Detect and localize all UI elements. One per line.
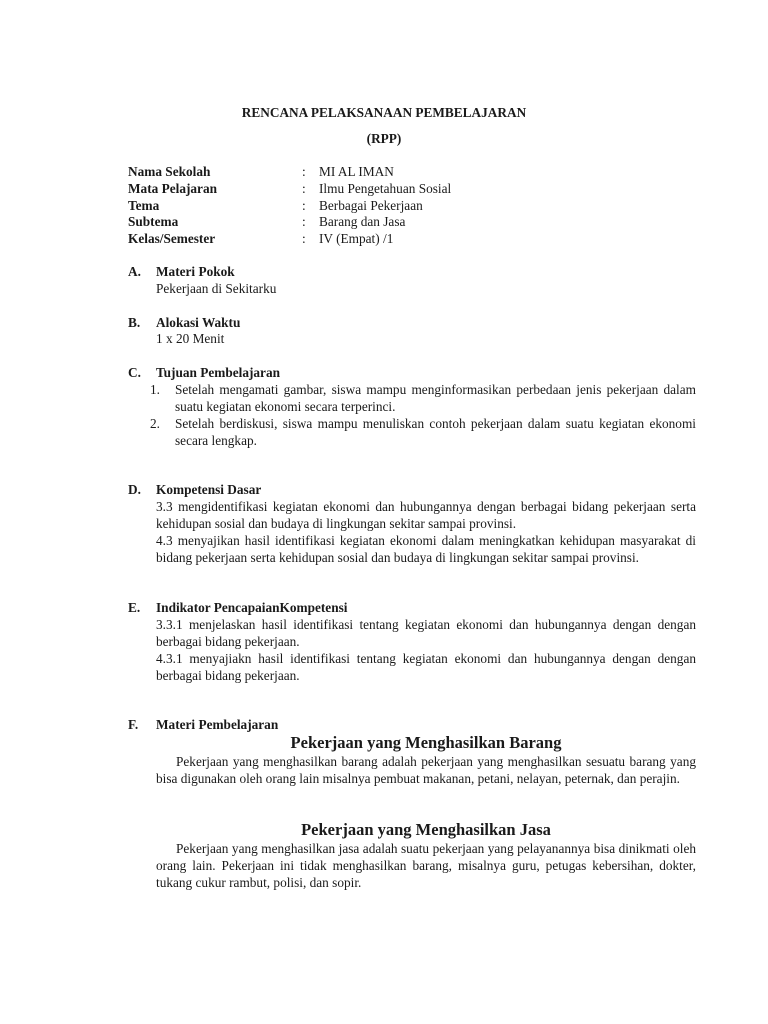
identity-row-theme — [128, 197, 708, 214]
section-d-heading: Kompetensi Dasar — [156, 482, 262, 497]
material-services-title: Pekerjaan yang Menghasilkan Jasa — [301, 820, 551, 839]
section-c-heading: Tujuan Pembelajaran — [156, 365, 280, 380]
basic-competence-3-3: 3.3 mengidentifikasi kegiatan ekonomi dan hubungannya dengan berbagai bidang pekerjaan serta kehidupan sosial dan budaya di lingkungan sekitar sampai provinsi. — [156, 499, 696, 531]
section-f-letter: F. — [128, 717, 139, 732]
objective-item-2 — [150, 415, 696, 449]
section-b-body: 1 x 20 Menit — [156, 331, 225, 346]
identity-value: MI AL IMAN — [319, 164, 394, 179]
document-subtitle: (RPP) — [366, 131, 402, 146]
objective-number: 1. — [150, 382, 160, 397]
identity-key: Tema — [128, 198, 160, 213]
identity-colon: : — [302, 181, 306, 196]
objective-text: Setelah berdiskusi, siswa mampu menuliskan contoh pekerjaan dalam suatu kegiatan ekonomi secara lengkap. — [175, 416, 696, 448]
objective-number: 2. — [150, 416, 160, 431]
material-goods-title: Pekerjaan yang Menghasilkan Barang — [290, 733, 562, 752]
identity-key: Nama Sekolah — [128, 164, 211, 179]
identity-value: IV (Empat) /1 — [319, 231, 394, 246]
section-b-heading: Alokasi Waktu — [156, 315, 241, 330]
identity-colon: : — [302, 231, 306, 246]
identity-key: Mata Pelajaran — [128, 181, 217, 196]
material-goods-paragraph: Pekerjaan yang menghasilkan barang adalah pekerjaan yang menghasilkan sesuatu barang yang bisa digunakan oleh orang lain misalnya pembuat makanan, petani, nelayan, peternak, dan perajin. — [156, 754, 696, 786]
identity-colon: : — [302, 214, 306, 229]
identity-colon: : — [302, 164, 306, 179]
material-services-paragraph: Pekerjaan yang menghasilkan jasa adalah suatu pekerjaan yang pelayanannya bisa dinikmati oleh orang lain. Pekerjaan ini tidak menghasilkan barang, misalnya guru, petugas kebersihan, dokter, tukang cukur rambut, polisi, dan sopir. — [156, 841, 696, 890]
basic-competence-4-3: 4.3 menyajikan hasil identifikasi kegiatan ekonomi dalam meningkatkan kehidupan masyarakat di bidang pekerjaan serta kehidupan sosial dan budaya di lingkungan sekitar sampai provinsi. — [156, 533, 696, 565]
objective-item-1 — [150, 381, 696, 415]
identity-value: Ilmu Pengetahuan Sosial — [319, 181, 452, 196]
identity-value: Barang dan Jasa — [319, 214, 406, 229]
section-e-heading: Indikator PencapaianKompetensi — [156, 600, 348, 615]
document-title: RENCANA PELAKSANAAN PEMBELAJARAN — [241, 105, 527, 120]
indicator-4-3-1: 4.3.1 menyajiakn hasil identifikasi tentang kegiatan ekonomi dan hubungannya dengan dengan berbagai bidang pekerjaan. — [156, 651, 696, 683]
section-a-body: Pekerjaan di Sekitarku — [156, 281, 277, 296]
section-c-letter: C. — [128, 365, 141, 380]
identity-row-subject — [128, 180, 708, 197]
section-e-letter: E. — [128, 600, 141, 615]
identity-key: Subtema — [128, 214, 179, 229]
identity-key: Kelas/Semester — [128, 231, 216, 246]
identity-row-subtheme — [128, 213, 708, 230]
section-a-heading: Materi Pokok — [156, 264, 235, 279]
identity-colon: : — [302, 198, 306, 213]
section-b-letter: B. — [128, 315, 141, 330]
indicator-3-3-1: 3.3.1 menjelaskan hasil identifikasi tentang kegiatan ekonomi dan hubungannya dengan dengan berbagai bidang pekerjaan. — [156, 617, 696, 649]
objective-text: Setelah mengamati gambar, siswa mampu menginformasikan perbedaan jenis pekerjaan dalam suatu kegiatan ekonomi secara terperinci. — [175, 382, 696, 414]
section-a-letter: A. — [128, 264, 141, 279]
identity-row-school — [128, 163, 708, 180]
identity-row-class — [128, 230, 708, 247]
section-d-letter: D. — [128, 482, 141, 497]
identity-value: Berbagai Pekerjaan — [319, 198, 423, 213]
section-f-heading: Materi Pembelajaran — [156, 717, 279, 732]
